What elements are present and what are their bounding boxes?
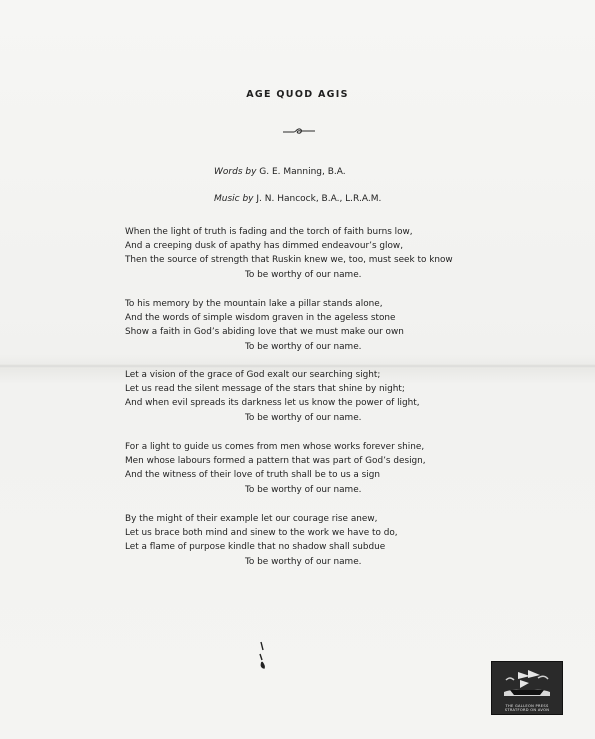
printer-logo-line-2: STRATFORD ON AVON	[504, 707, 550, 712]
stanza-line: Let a vision of the grace of God exalt our searching sight;	[125, 370, 381, 380]
composer-credit	[214, 194, 381, 204]
refrain-line: To be worthy of our name.	[245, 484, 362, 495]
printer-logo	[491, 661, 563, 715]
stanza-line: And the words of simple wisdom graven in the ageless stone	[125, 313, 396, 324]
refrain-line: To be worthy of our name.	[245, 341, 362, 352]
lyricist-role: Words by	[214, 167, 257, 177]
refrain-line: To be worthy of our name.	[245, 556, 362, 567]
stanza-line: And when evil spreads its darkness let us know the power of light,	[125, 398, 420, 409]
ship-icon	[500, 666, 554, 702]
stanza-2	[125, 297, 545, 354]
ink-smudge	[255, 640, 269, 670]
stanza-line: And the witness of their love of truth shall be to us a sign	[125, 470, 381, 481]
stanza-line: Show a faith in God’s abiding love that we must make our own	[125, 327, 404, 338]
stanza-line: Men whose labours formed a pattern that was part of God’s design,	[125, 456, 426, 467]
stanza-line: Then the source of strength that Ruskin knew we, too, must seek to know	[125, 255, 453, 266]
stanza-line: By the might of their example let our courage rise anew,	[125, 514, 378, 524]
stanza-line: Let us brace both mind and sinew to the work we have to do,	[125, 528, 398, 539]
lyricist-name: G. E. Manning, B.A.	[259, 167, 346, 177]
stanza-line: Let a flame of purpose kindle that no shadow shall subdue	[125, 542, 386, 553]
printer-logo-line-1: THE GALLEON PRESS	[505, 703, 549, 708]
composer-name: J. N. Hancock, B.A., L.R.A.M.	[256, 194, 382, 204]
stanza-line: For a light to guide us comes from men whose works forever shine,	[125, 442, 425, 452]
lyricist-credit	[214, 167, 346, 177]
stanza-line: And a creeping dusk of apathy has dimmed endeavour’s glow,	[125, 241, 404, 252]
stanza-4	[125, 440, 545, 497]
stanza-line: Let us read the silent message of the stars that shine by night;	[125, 384, 405, 395]
stanza-1	[125, 225, 545, 282]
composer-role: Music by	[214, 194, 254, 204]
printer-logo-text	[492, 704, 562, 712]
song-title: AGE QUOD AGIS	[246, 89, 349, 100]
stanza-line: When the light of truth is fading and the torch of faith burns low,	[125, 227, 413, 237]
stanza-line: To his memory by the mountain lake a pillar stands alone,	[125, 299, 383, 309]
refrain-line: To be worthy of our name.	[245, 269, 362, 280]
stanza-3	[125, 368, 545, 425]
stanza-5	[125, 512, 545, 569]
swash-ornament-icon	[282, 126, 316, 136]
refrain-line: To be worthy of our name.	[245, 412, 362, 423]
